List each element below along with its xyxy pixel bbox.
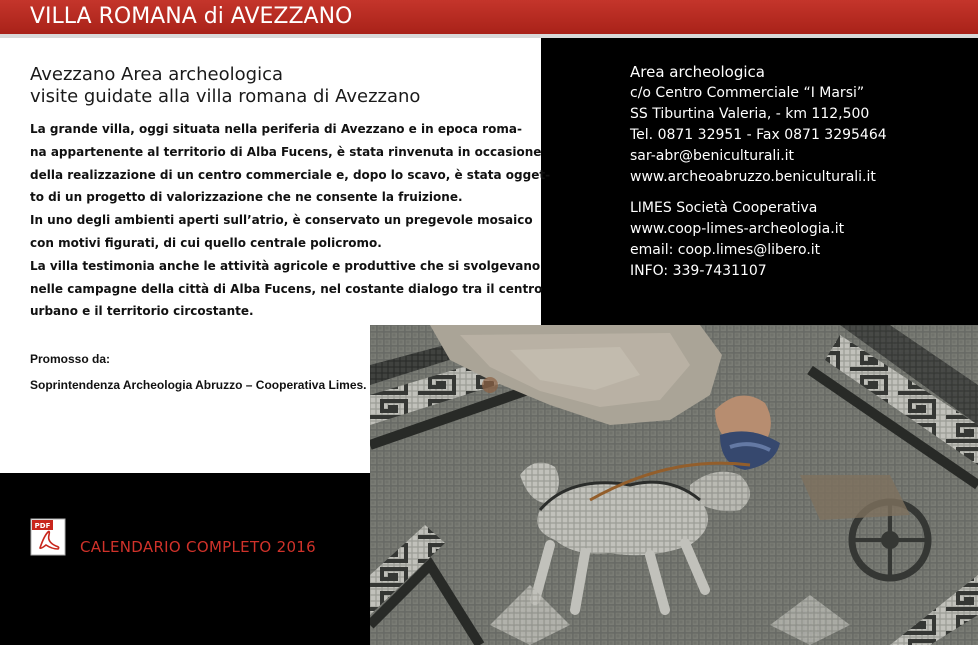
description-text bbox=[30, 118, 551, 323]
promoter-label: Promosso da: bbox=[30, 352, 111, 366]
description-line: con motivi figurati, di cui quello centrale policromo. bbox=[30, 235, 382, 250]
area-email[interactable]: sar-abr@beniculturali.it bbox=[630, 148, 795, 164]
description-line: urbano e il territorio circostante. bbox=[30, 304, 254, 319]
coop-website[interactable]: www.coop-limes-archeologia.it bbox=[630, 221, 845, 237]
header-bar bbox=[0, 0, 978, 34]
promoter-block bbox=[30, 346, 367, 398]
description-line: na appartenente al territorio di Alba Fucens, è stata rinvenuta in occasione bbox=[30, 144, 542, 159]
pdf-icon[interactable] bbox=[30, 518, 66, 556]
description-line: nelle campagne della città di Alba Fucens, nel costante dialogo tra il centro bbox=[30, 281, 543, 296]
intro-heading bbox=[30, 64, 420, 108]
description-line: La grande villa, oggi situata nella periferia di Avezzano e in epoca roma- bbox=[30, 122, 522, 136]
pdf-document-icon bbox=[30, 518, 66, 556]
page-title: VILLA ROMANA di AVEZZANO bbox=[30, 4, 353, 29]
description-line: della realizzazione di un centro commerciale e, dopo lo scavo, è stata ogget- bbox=[30, 167, 551, 182]
contact-block bbox=[630, 62, 887, 282]
area-address: c/o Centro Commerciale “I Marsi” bbox=[630, 85, 865, 101]
contact-spacer bbox=[630, 188, 887, 198]
pdf-icon-label: PDF bbox=[34, 522, 51, 530]
area-title: Area archeologica bbox=[630, 63, 765, 81]
promoter-text: Soprintendenza Archeologia Abruzzo – Cooperativa Limes. bbox=[30, 378, 367, 392]
description-line: La villa testimonia anche le attività agricole e produttive che si svolgevano bbox=[30, 258, 541, 273]
description-line: to di un progetto di valorizzazione che ne consente la fruizione. bbox=[30, 190, 463, 205]
coop-name: LIMES Società Cooperativa bbox=[630, 200, 818, 216]
coop-email[interactable]: email: coop.limes@libero.it bbox=[630, 242, 821, 258]
intro-line-1: Avezzano Area archeologica bbox=[30, 64, 283, 85]
calendar-download-link[interactable]: CALENDARIO COMPLETO 2016 bbox=[80, 538, 316, 556]
mosaic-photo bbox=[370, 325, 978, 645]
description-line: In uno degli ambienti aperti sull’atrio, è conservato un pregevole mosaico bbox=[30, 213, 533, 228]
mosaic-illustration bbox=[370, 325, 978, 645]
area-phone: Tel. 0871 32951 - Fax 0871 3295464 bbox=[630, 127, 887, 143]
coop-info-phone: INFO: 339-7431107 bbox=[630, 263, 767, 279]
area-website[interactable]: www.archeoabruzzo.beniculturali.it bbox=[630, 169, 876, 185]
area-road: SS Tiburtina Valeria, - km 112,500 bbox=[630, 106, 870, 122]
intro-line-2: visite guidate alla villa romana di Avezzano bbox=[30, 86, 421, 107]
